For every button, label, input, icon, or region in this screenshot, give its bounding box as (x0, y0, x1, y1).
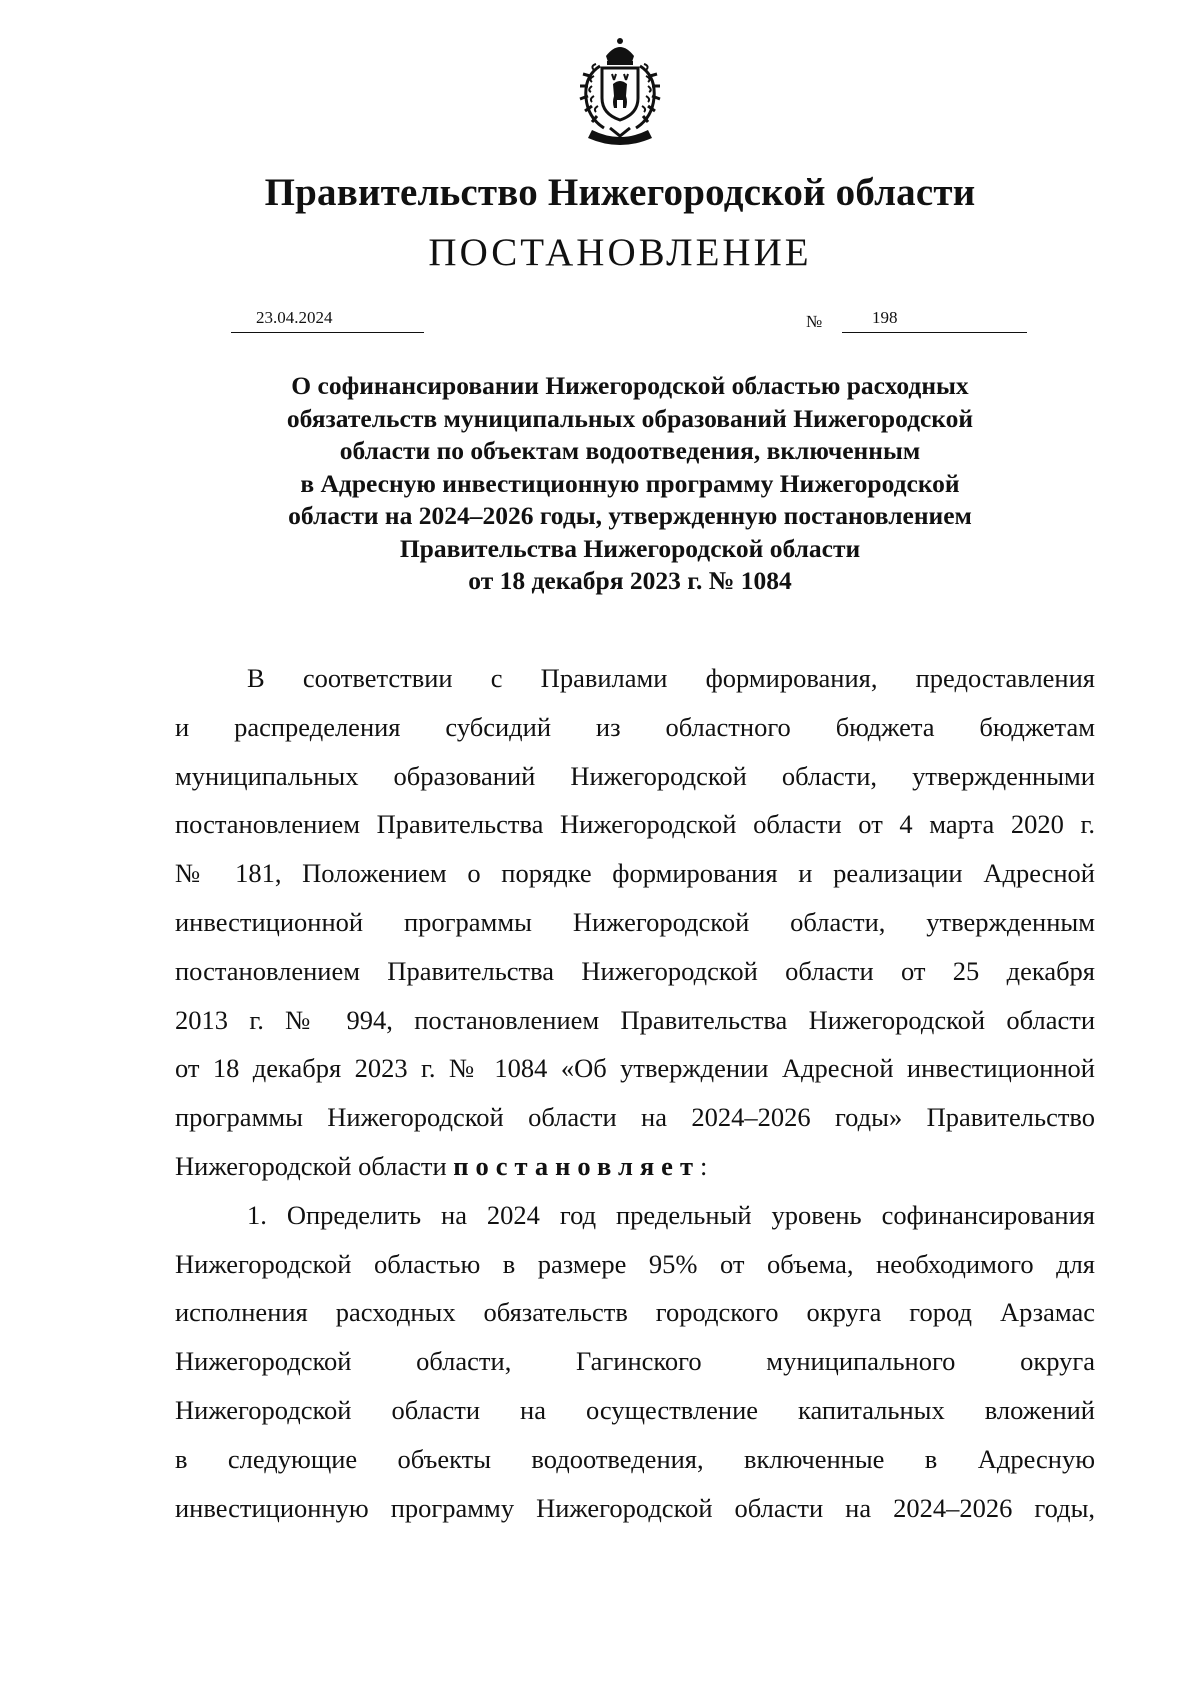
item1-line: Нижегородской области на осуществление капитальных вложений (175, 1394, 1095, 1425)
document-number: 198 (842, 308, 1027, 333)
preamble-last-suffix: : (699, 1150, 708, 1181)
subject-line: области по объектам водоотведения, включенным (339, 436, 921, 465)
preamble-last-line (175, 1142, 1095, 1191)
preamble-last-prefix: Нижегородской области (175, 1150, 454, 1181)
item1-line: Нижегородской областью в размере 95% от объема, необходимого для (175, 1248, 1095, 1279)
government-title: Правительство Нижегородской области (264, 171, 976, 214)
subject-line: Правительства Нижегородской области (399, 533, 861, 563)
document-date: 23.04.2024 (231, 308, 424, 333)
preamble-line: от 18 декабря 2023 г. № 1084 «Об утверждении Адресной инвестиционной (175, 1053, 1095, 1084)
preamble-line: муниципальных образований Нижегородской области, утвержденными (175, 760, 1095, 791)
document-subject (200, 370, 1060, 598)
document-type-title: ПОСТАНОВЛЕНИЕ (428, 231, 812, 274)
resolves-word: постановляет (453, 1150, 700, 1181)
preamble-line: программы Нижегородской области на 2024–2026 годы» Правительство (175, 1102, 1095, 1133)
preamble-line: постановлением Правительства Нижегородской области от 4 марта 2020 г. (175, 809, 1095, 840)
subject-line: от 18 декабря 2023 г. № 1084 (468, 566, 792, 595)
preamble-line: постановлением Правительства Нижегородской области от 25 декабря (175, 955, 1095, 986)
item1-line: Нижегородской области, Гагинского муниципального округа (175, 1346, 1095, 1377)
number-label: № (806, 312, 823, 331)
item1-line: инвестиционную программу Нижегородской области на 2024–2026 годы, (175, 1492, 1095, 1523)
subject-line: О софинансировании Нижегородской областью расходных (291, 371, 969, 400)
subject-line: области на 2024–2026 годы, утвержденную постановлением (288, 501, 972, 530)
subject-line: обязательств муниципальных образований Нижегородской (286, 403, 974, 433)
coat-of-arms-icon (570, 36, 670, 148)
document-body (175, 654, 1095, 1532)
item1-line: 1. Определить на 2024 год предельный уровень софинансирования (247, 1199, 1095, 1230)
subject-line: в Адресную инвестиционную программу Нижегородской (300, 468, 960, 498)
preamble-line: и распределения субсидий из областного бюджета бюджетам (175, 711, 1095, 742)
item1-line: в следующие объекты водоотведения, включенные в Адресную (175, 1443, 1095, 1474)
preamble-line: В соответствии с Правилами формирования, предоставления (247, 663, 1095, 693)
preamble-line: № 181, Положением о порядке формирования и реализации Адресной (175, 858, 1095, 889)
preamble-line: 2013 г. № 994, постановлением Правительства Нижегородской области (175, 1004, 1095, 1035)
item1-line: исполнения расходных обязательств городского округа город Арзамас (175, 1297, 1095, 1328)
preamble-line: инвестиционной программы Нижегородской области, утвержденным (175, 906, 1095, 937)
